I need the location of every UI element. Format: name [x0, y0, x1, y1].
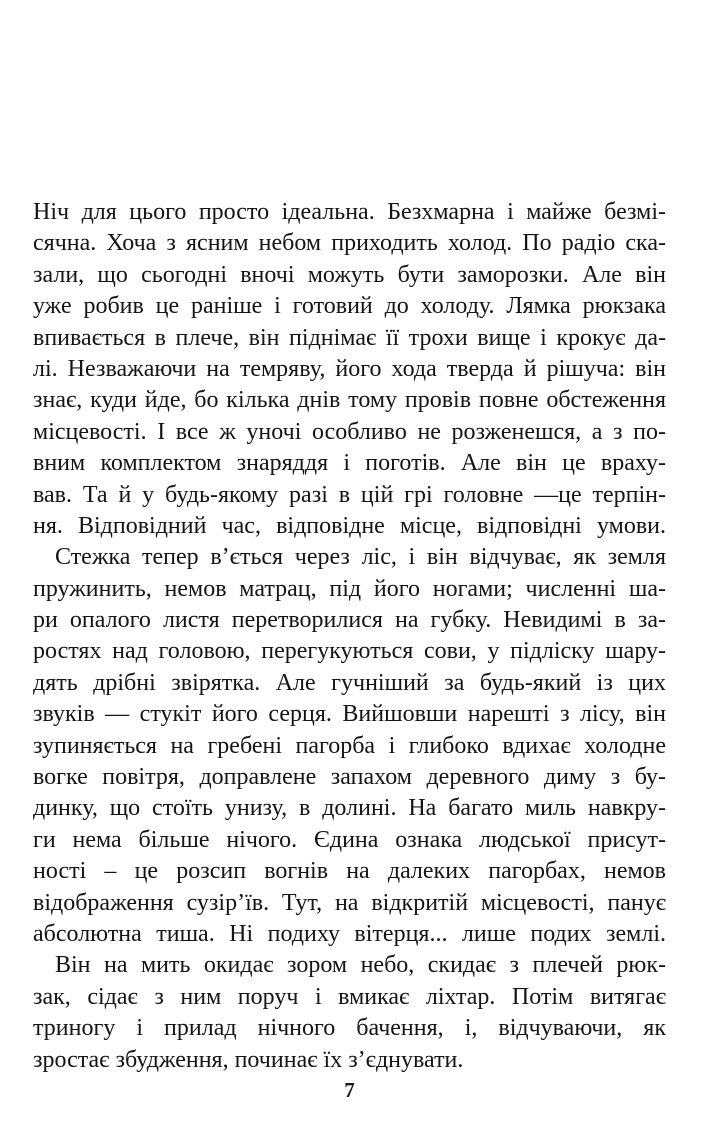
- paragraph: [33, 542, 666, 950]
- text-line: знає, куди йде, бо кілька днів тому провів повне обстеження: [33, 387, 666, 414]
- text-line: місцевості. І все ж уночі особливо не розженешся, а з по-: [33, 418, 666, 445]
- text-line: уже робив це раніше і готовий до холоду. Лямка рюкзака: [33, 293, 666, 320]
- paragraph: [33, 950, 666, 1076]
- page-text: [33, 197, 666, 1076]
- text-line: триногу і прилад нічного бачення, і, відчуваючи, як: [33, 1015, 666, 1042]
- text-line: дять дрібні звірятка. Але гучніший за будь-який із цих: [33, 669, 666, 696]
- text-line: вогке повітря, доправлене запахом деревного диму з бу-: [33, 764, 666, 791]
- text-line: вним комплектом знаряддя і поготів. Але він це враху-: [33, 450, 666, 477]
- text-line: лі. Незважаючи на темряву, його хода тверда й рішуча: він: [33, 355, 666, 382]
- page-number: 7: [344, 1078, 355, 1102]
- text-line: зупиняється на гребені пагорба і глибоко вдихає холодне: [33, 732, 666, 759]
- text-line: вав. Та й у будь-якому разі в цій грі головне —це терпін-: [33, 481, 666, 508]
- text-line: динку, що стоїть унизу, в долині. На багато миль навкру-: [33, 795, 666, 822]
- text-line: зали, що сьогодні вночі можуть бути заморозки. Але він: [33, 261, 666, 288]
- text-line: зростає збудження, починає їх з’єднувати.: [33, 1046, 464, 1073]
- text-line: Ніч для цього просто ідеальна. Безхмарна і майже безмі-: [33, 199, 666, 225]
- text-line: Стежка тепер в’ється через ліс, і він відчуває, як земля: [55, 544, 666, 571]
- text-line: ги нема більше нічого. Єдина ознака людської присут-: [33, 826, 666, 853]
- text-line: звуків — стукіт його серця. Вийшовши нарешті з лісу, він: [33, 701, 666, 728]
- text-line: відображення сузір’їв. Тут, на відкритій місцевості, панує: [33, 889, 666, 916]
- text-line: сячна. Хоча з ясним небом приходить холод. По радіо ска-: [33, 230, 666, 257]
- text-line: ня. Відповідний час, відповідне місце, відповідні умови.: [33, 512, 666, 539]
- text-line: ри опалого листя перетворилися на губку. Невидимі в за-: [33, 607, 666, 634]
- paragraph: [33, 197, 666, 542]
- text-line: абсолютна тиша. Ні подиху вітерця... лише подих землі.: [33, 920, 666, 947]
- text-line: пружинить, немов матрац, під його ногами; численні ша-: [33, 575, 666, 602]
- text-line: ності – це розсип вогнів на далеких пагорбах, немов: [33, 858, 666, 885]
- text-line: Він на мить окидає зором небо, скидає з плечей рюк-: [55, 952, 666, 979]
- text-line: ростях над головою, перегукуються сови, у підліску шару-: [33, 638, 666, 665]
- text-line: зак, сідає з ним поруч і вмикає ліхтар. Потім витягає: [33, 983, 666, 1010]
- text-line: впивається в плече, він піднімає її трохи вище і крокує да-: [33, 324, 666, 351]
